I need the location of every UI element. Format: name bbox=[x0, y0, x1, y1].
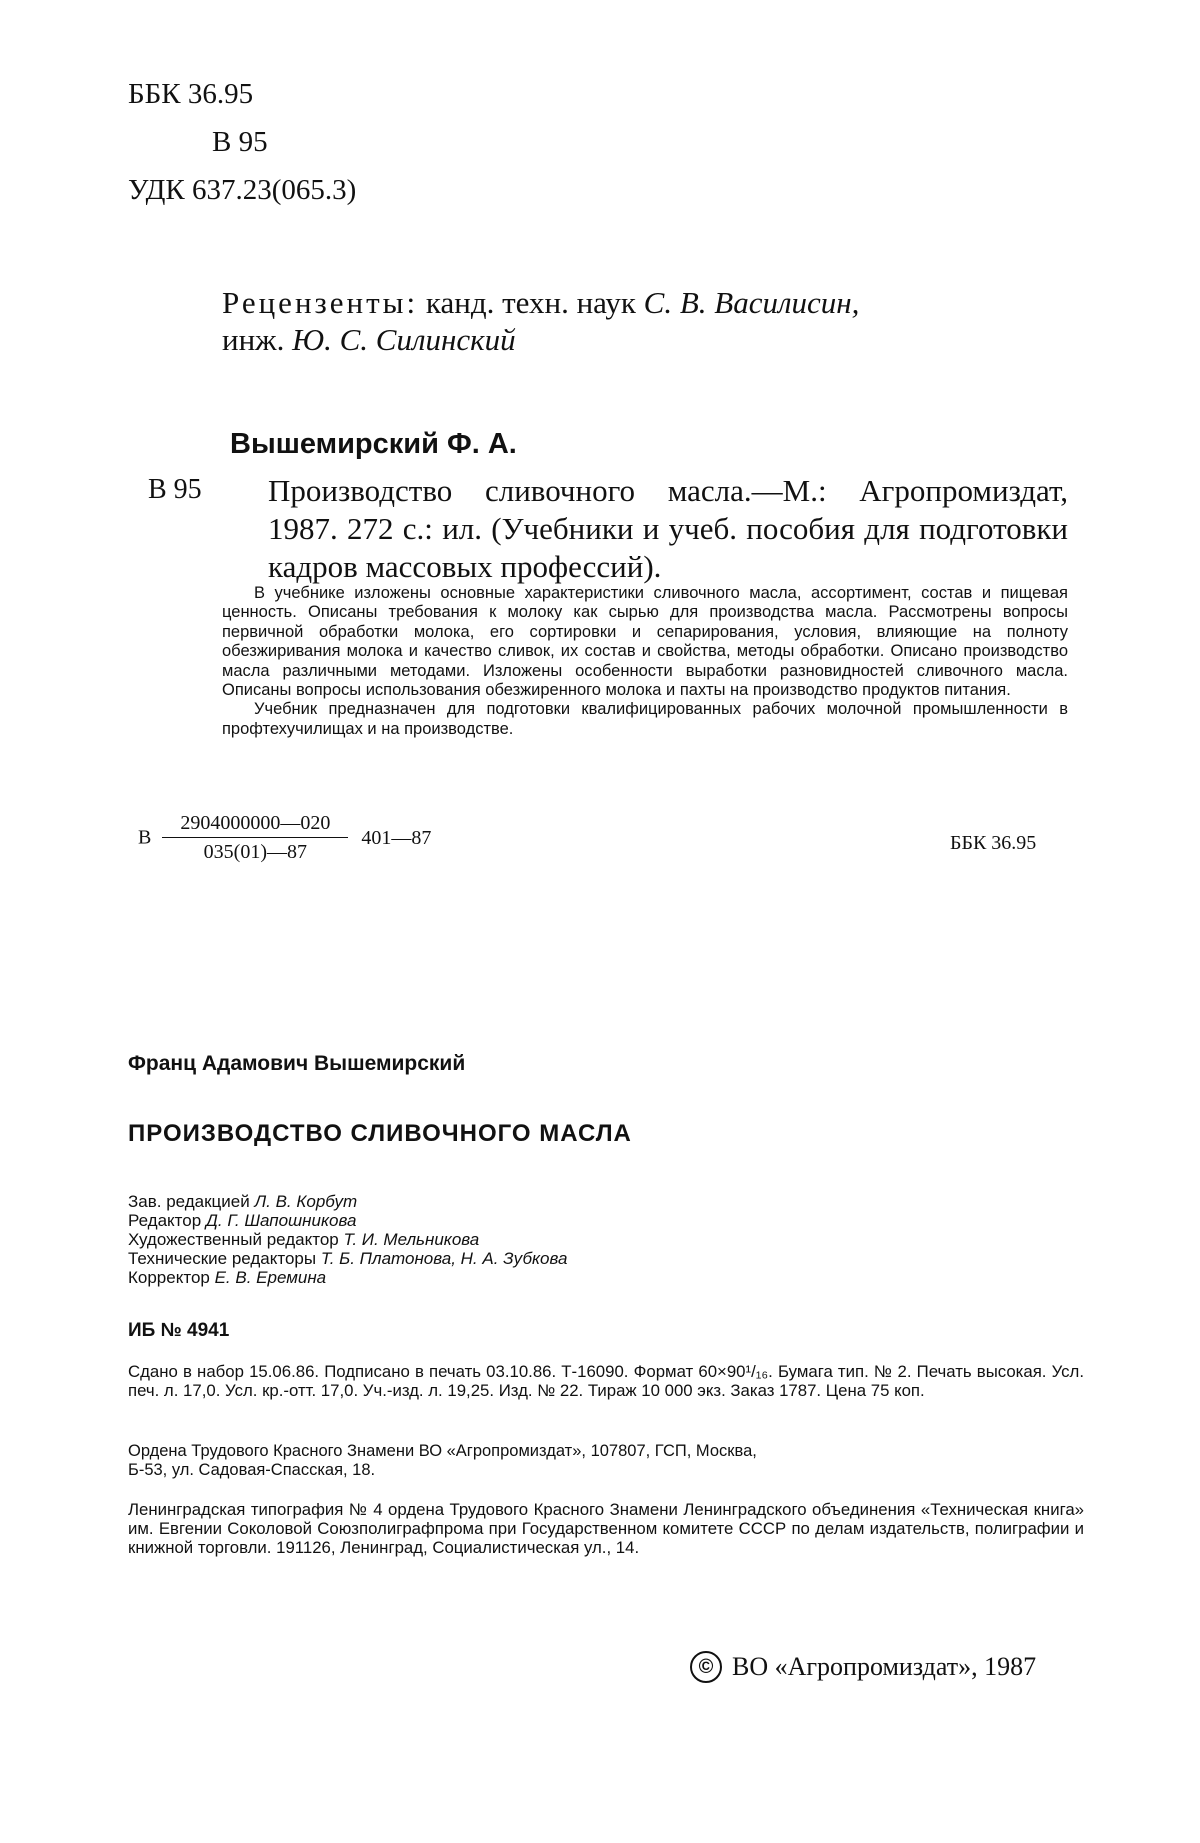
formula-number: 401—87 bbox=[361, 826, 432, 849]
formula-denominator: 035(01)—87 bbox=[203, 841, 307, 863]
author-mark: В 95 bbox=[212, 126, 268, 158]
copyright-icon: © bbox=[690, 1651, 722, 1683]
ib-number: ИБ № 4941 bbox=[128, 1320, 230, 1341]
author-full-name: Франц Адамович Вышемирский bbox=[128, 1052, 466, 1075]
annotation-paragraph-2: Учебник предназначен для подготовки квалифицированных рабочих молочной промышленности в профтехучилищах и на производстве. bbox=[222, 700, 1068, 738]
credits-list bbox=[128, 1192, 567, 1287]
credit-row: Зав. редакцией Л. В. Корбут bbox=[128, 1192, 358, 1211]
credit-row: Технические редакторы Т. Б. Платонова, Н. А. Зубкова bbox=[128, 1249, 568, 1268]
book-title: ПРОИЗВОДСТВО СЛИВОЧНОГО МАСЛА bbox=[128, 1120, 632, 1147]
formula-fraction bbox=[162, 812, 348, 864]
credit-row: Редактор Д. Г. Шапошникова bbox=[128, 1211, 357, 1230]
index-formula bbox=[138, 812, 431, 864]
annotation bbox=[222, 584, 1068, 739]
reviewers-label: Рецензенты: bbox=[222, 285, 419, 320]
reviewers bbox=[222, 284, 1042, 358]
reviewer-2-degree: инж. bbox=[222, 322, 285, 357]
formula-letter: В bbox=[138, 826, 152, 849]
reviewer-1-degree: канд. техн. наук bbox=[425, 285, 636, 320]
biblio-description: Производство сливочного масла.—М.: Агропромиздат, 1987. 272 с.: ил. (Учебники и учеб. пособия для подготовки кадров массовых профессий). bbox=[268, 473, 1068, 584]
reviewer-1-name: С. В. Василисин, bbox=[643, 285, 860, 320]
publisher-address: Ордена Трудового Красного Знамени ВО «Агропромиздат», 107807, ГСП, Москва, Б-53, ул. Садовая-Спасская, 18. bbox=[128, 1442, 757, 1479]
reviewer-2-name: Ю. С. Силинский bbox=[292, 322, 516, 357]
formula-bbk: ББК 36.95 bbox=[950, 832, 1037, 854]
credit-row: Художественный редактор Т. И. Мельникова bbox=[128, 1230, 480, 1249]
copyright-line bbox=[690, 1650, 1036, 1683]
udk-code: УДК 637.23(065.3) bbox=[128, 174, 357, 206]
author-heading: Вышемирский Ф. А. bbox=[230, 428, 517, 460]
printer-info: Ленинградская типография № 4 ордена Трудового Красного Знамени Ленинградского объединения «Техническая книга» им. Евгении Соколовой Союзполиграфпрома при Государственном комитете СССР по делам издательств, полиграфии и книжной торговли. 191126, Ленинград, Социалистическая ул., 14. bbox=[128, 1500, 1084, 1557]
annotation-paragraph-1: В учебнике изложены основные характеристики сливочного масла, ассортимент, состав и пищевая ценность. Описаны требования к молоку как сырью для производства масла. Рассмотрены вопросы первичной обработки молока, его сортировки и сепарирования, условия, влияющие на полноту обезжиривания молока и качество сливок, их состав и свойства, методы обработки. Описано производство масла различными методами. Изложены особенности выработки разновидностей сливочного масла. Описаны вопросы использования обезжиренного молока и пахты на производство продуктов питания. bbox=[222, 584, 1068, 700]
print-details: Сдано в набор 15.06.86. Подписано в печать 03.10.86. Т-16090. Формат 60×90¹/₁₆. Бумага тип. № 2. Печать высокая. Усл. печ. л. 17,0. Усл. кр.-отт. 17,0. Уч.-изд. л. 19,25. Изд. № 22. Тираж 10 000 экз. Заказ 1787. Цена 75 коп. bbox=[128, 1362, 1084, 1400]
bbk-code: ББК 36.95 bbox=[128, 78, 254, 110]
credit-row: Корректор Е. В. Еремина bbox=[128, 1268, 327, 1287]
biblio-mark: В 95 bbox=[148, 474, 202, 505]
copyright-text: ВО «Агропромиздат», 1987 bbox=[732, 1652, 1037, 1682]
formula-numerator: 2904000000—020 bbox=[162, 812, 348, 838]
